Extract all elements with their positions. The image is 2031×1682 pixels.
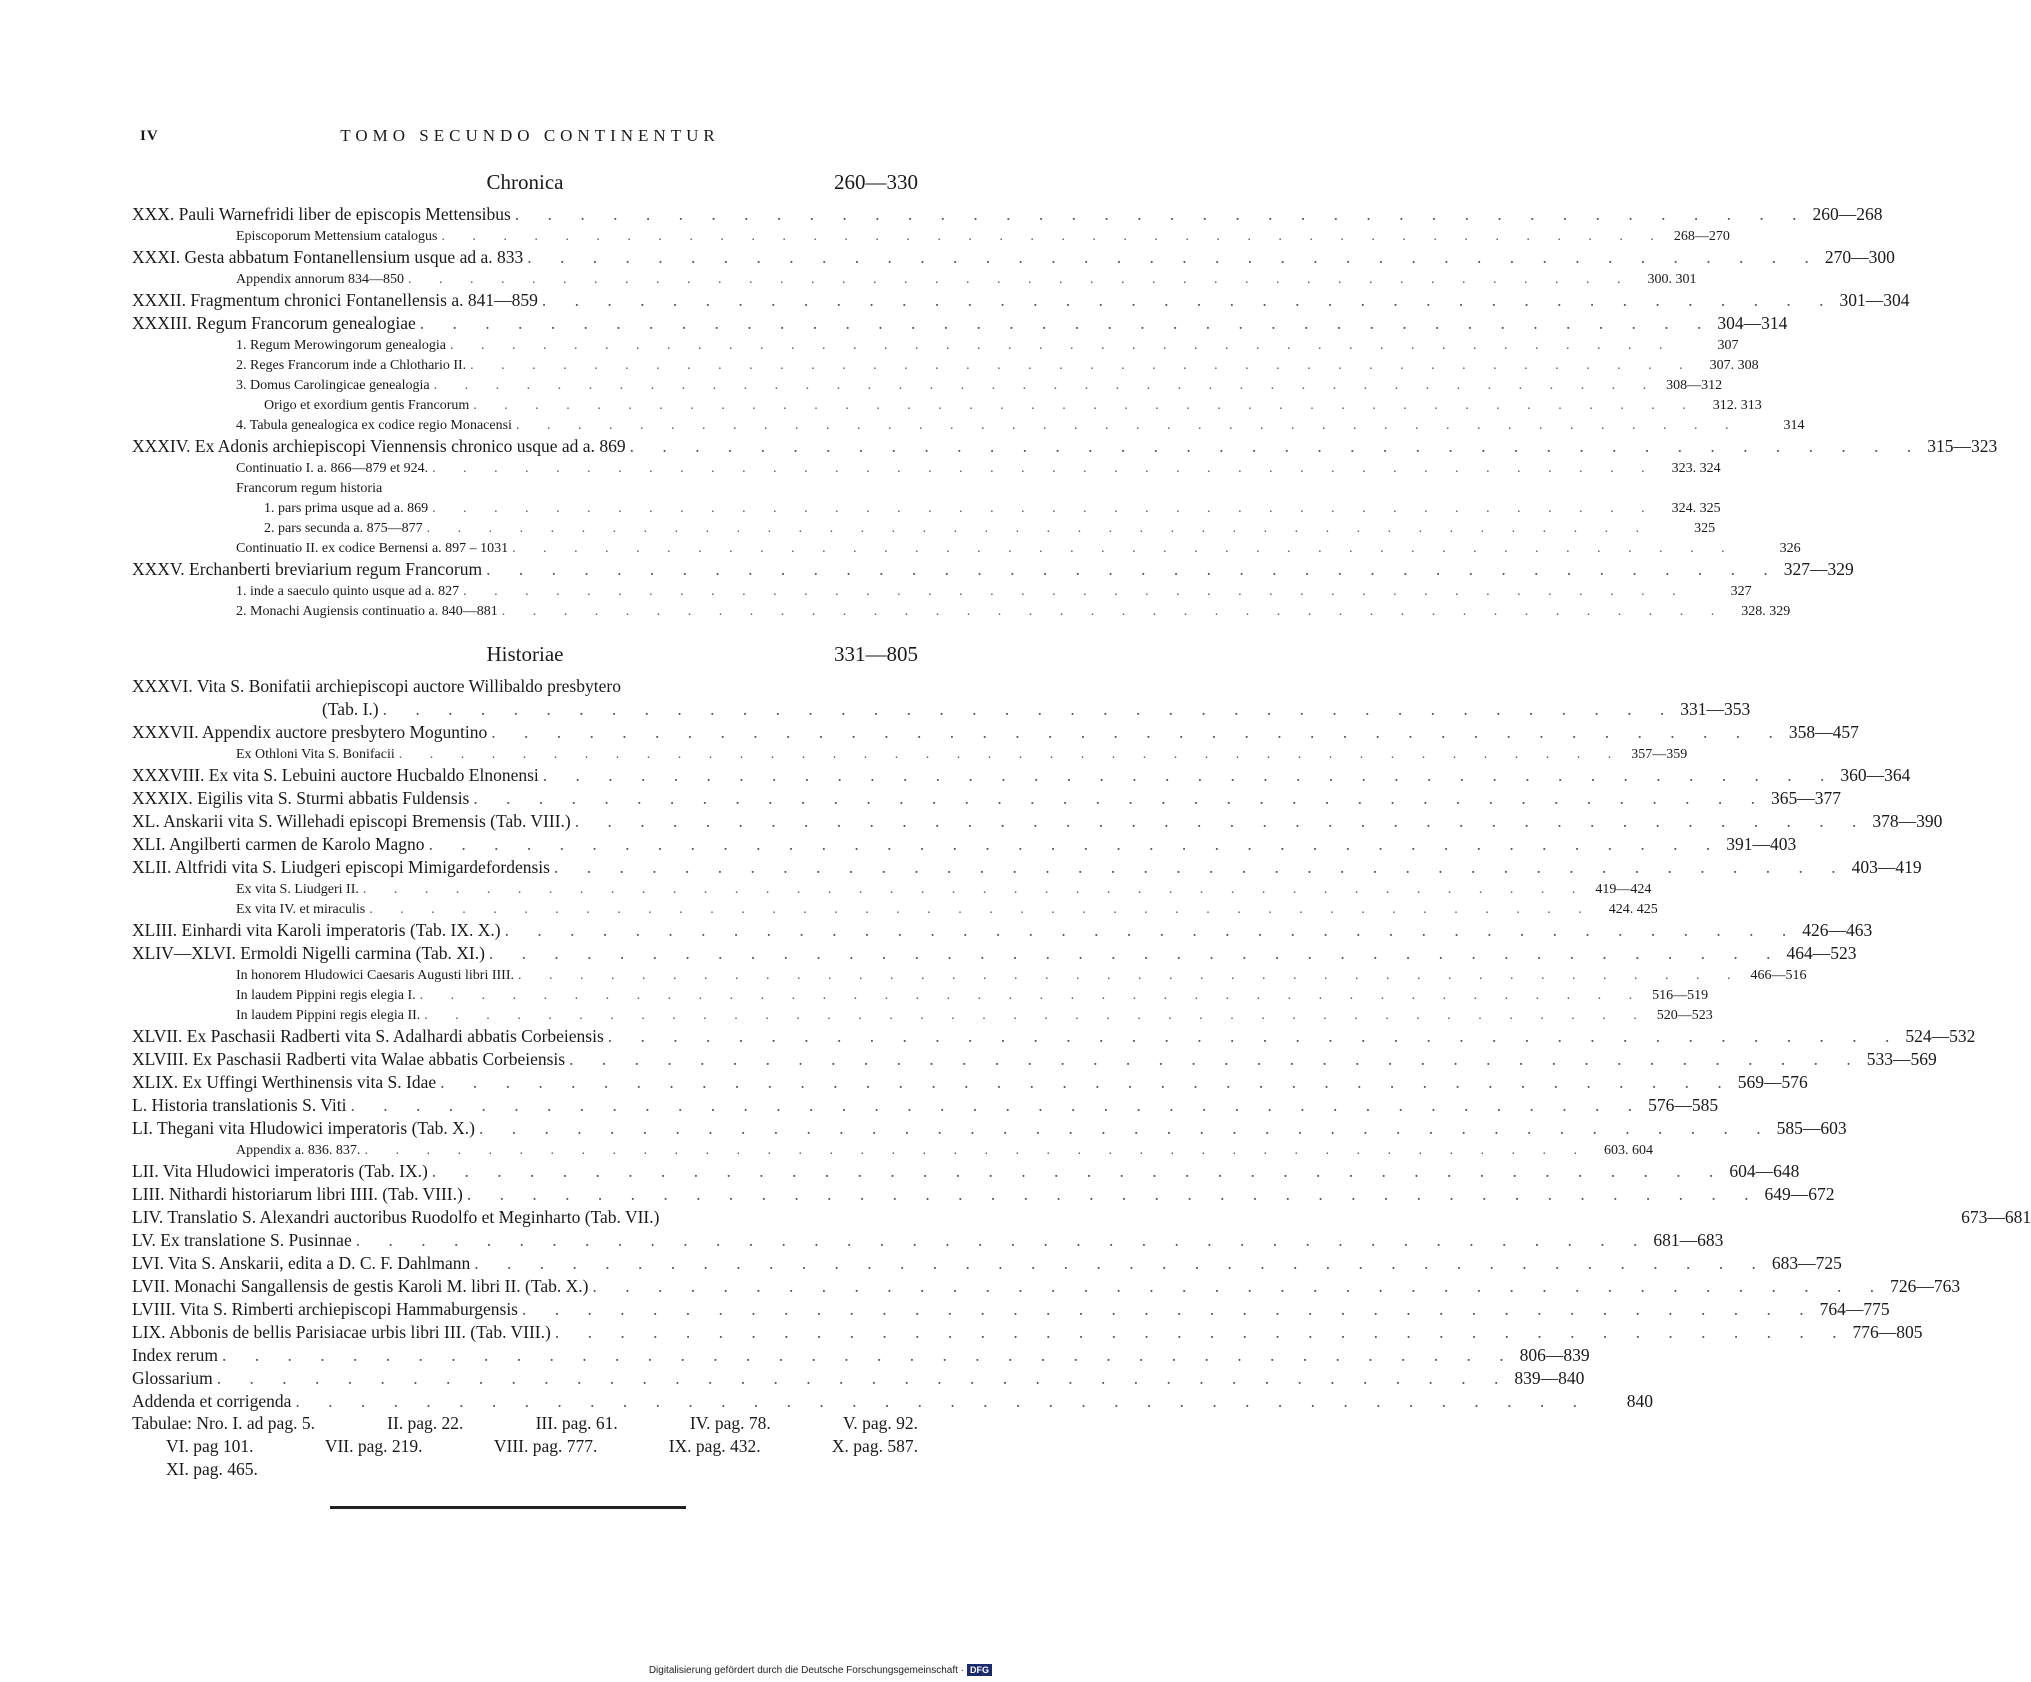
dot-leader <box>356 1230 1650 1251</box>
tabulae-line <box>132 1435 918 1458</box>
toc-entry <box>132 517 1716 537</box>
dot-leader <box>450 338 1675 354</box>
entry-pages: 312. 313 <box>1712 398 1762 413</box>
dfg-logo: DFG <box>967 1664 992 1676</box>
toc-entry <box>132 898 1658 918</box>
dot-leader <box>420 988 1645 1004</box>
toc-entry <box>132 537 1801 557</box>
toc-entry <box>132 1070 1808 1093</box>
toc-entry <box>132 984 1709 1004</box>
entry-title: XLVII. Ex Paschasii Radberti vita S. Adalhardi abbatis Corbeiensis <box>132 1026 604 1046</box>
dot-leader <box>473 398 1698 414</box>
entry-title: Francorum regum historia <box>236 481 383 496</box>
entry-title: XXX. Pauli Warnefridi liber de episcopis Mettensibus <box>132 204 511 224</box>
dot-leader <box>522 1299 1816 1320</box>
page-header <box>140 126 920 150</box>
dot-leader <box>479 1118 1773 1139</box>
entry-pages: 604—648 <box>1729 1161 1800 1181</box>
toc-entry <box>132 743 1688 763</box>
entry-pages: 683—725 <box>1771 1253 1842 1273</box>
entry-title: Appendix annorum 834—850 <box>236 272 404 287</box>
entry-pages: 764—775 <box>1819 1299 1890 1319</box>
toc-entry <box>132 786 1841 809</box>
toc-entry <box>132 918 1873 941</box>
dot-leader <box>575 811 1869 832</box>
tabulae-line <box>132 1412 918 1435</box>
toc-entry <box>132 878 1652 898</box>
dot-leader <box>295 1391 1589 1412</box>
dot-leader <box>432 461 1657 477</box>
entry-pages: 403—419 <box>1851 857 1922 877</box>
page-title: TOMO SECUNDO CONTINENTUR <box>340 126 720 145</box>
dot-leader <box>441 229 1666 245</box>
entry-title: Continuatio II. ex codice Bernensi a. 897 – 1031 <box>236 541 509 556</box>
dot-leader <box>543 765 1837 786</box>
toc-entry <box>132 268 1697 288</box>
entry-pages: 673—681 <box>1961 1207 2031 1227</box>
toc-entry <box>132 832 1797 855</box>
dot-leader <box>399 747 1624 763</box>
entry-pages: 424. 425 <box>1608 902 1658 917</box>
entry-pages: 726—763 <box>1890 1276 1961 1296</box>
chronica-entries <box>132 202 1998 620</box>
entry-title: L. Historia translationis S. Viti <box>132 1095 347 1115</box>
entry-title: In laudem Pippini regis elegia I. <box>236 988 416 1003</box>
toc-entry <box>132 855 1922 878</box>
entry-title: XXXIX. Eigilis vita S. Sturmi abbatis Fuldensis <box>132 788 470 808</box>
tabula-ref: II. pag. 22. <box>387 1413 464 1433</box>
entry-pages: 308—312 <box>1666 378 1723 393</box>
toc-entry <box>132 1047 1937 1070</box>
toc-entry <box>132 809 1943 832</box>
dot-leader <box>630 436 1924 457</box>
entry-pages: 268—270 <box>1673 229 1730 244</box>
tabula-ref: IV. pag. 78. <box>689 1413 771 1433</box>
entry-title: XLIII. Einhardi vita Karoli imperatoris (Tab. IX. X.) <box>132 920 501 940</box>
dot-leader <box>217 1368 1511 1389</box>
toc-entry <box>132 1159 1800 1182</box>
toc-entry <box>132 202 1883 225</box>
toc-entry <box>132 1389 1653 1412</box>
toc-entry <box>132 1182 1835 1205</box>
dot-leader <box>424 1008 1649 1024</box>
entry-title: XXXIII. Regum Francorum genealogiae <box>132 313 416 333</box>
entry-title: 1. inde a saeculo quinto usque ad a. 827 <box>236 584 460 599</box>
toc-entry <box>132 374 1723 394</box>
page-number: IV <box>140 128 159 144</box>
tabula-ref: VII. pag. 219. <box>324 1436 423 1456</box>
entry-title: XXXIV. Ex Adonis archiepiscopi Viennensis chronico usque ad a. 869 <box>132 436 626 456</box>
dot-leader <box>364 1143 1589 1159</box>
dot-leader <box>516 418 1741 434</box>
entry-title: Appendix a. 836. 837. <box>236 1143 361 1158</box>
dot-leader <box>463 584 1688 600</box>
dot-leader <box>592 1276 1886 1297</box>
entry-title: XLI. Angilberti carmen de Karolo Magno <box>132 834 425 854</box>
entry-pages: 323. 324 <box>1671 461 1721 476</box>
entry-title: 3. Domus Carolingicae genealogia <box>236 378 430 393</box>
entry-title: 1. pars prima usque ad a. 869 <box>264 501 429 516</box>
dot-leader <box>555 1322 1849 1343</box>
entry-pages: 331—353 <box>1680 699 1751 719</box>
dot-leader <box>505 920 1799 941</box>
entry-title: XXXVIII. Ex vita S. Lebuini auctore Hucbaldo Elnonensi <box>132 765 539 785</box>
entry-pages: 300. 301 <box>1647 272 1697 287</box>
entry-pages: 533—569 <box>1866 1049 1937 1069</box>
entry-pages: 516—519 <box>1652 988 1709 1003</box>
tabula-ref: Tabulae: Nro. I. ad pag. 5. <box>132 1413 315 1433</box>
entry-title: Ex Othloni Vita S. Bonifacii <box>236 747 395 762</box>
entry-title: XLII. Altfridi vita S. Liudgeri episcopi Mimigardefordensis <box>132 857 550 877</box>
entry-title: LI. Thegani vita Hludowici imperatoris (Tab. X.) <box>132 1118 476 1138</box>
dot-leader <box>527 247 1821 268</box>
toc-entry <box>132 674 918 697</box>
entry-title: (Tab. I.) <box>322 699 379 719</box>
dot-leader <box>429 834 1723 855</box>
entry-pages: 839—840 <box>1514 1368 1585 1388</box>
entry-title: LV. Ex translatione S. Pusinnae <box>132 1230 352 1250</box>
entry-title: Origo et exordium gentis Francorum <box>264 398 470 413</box>
entry-pages: 315—323 <box>1927 436 1998 456</box>
historiae-entries <box>132 674 2031 1412</box>
entry-pages: 260—268 <box>1812 204 1883 224</box>
entry-title: 2. Reges Francorum inde a Chlothario II. <box>236 358 467 373</box>
entry-pages: 357—359 <box>1631 747 1688 762</box>
section-heading-historiae <box>132 640 918 674</box>
toc-entry <box>132 394 1762 414</box>
tabula-ref: X. pag. 587. <box>831 1436 918 1456</box>
toc-entry <box>132 334 1739 354</box>
toc-entry <box>132 1228 1724 1251</box>
entry-pages: 840 <box>1626 1391 1653 1411</box>
dot-leader <box>470 358 1695 374</box>
entry-pages: 524—532 <box>1905 1026 1976 1046</box>
dot-leader <box>383 699 1677 720</box>
tabula-ref: VI. pag 101. <box>166 1436 254 1456</box>
entry-pages: 358—457 <box>1788 722 1859 742</box>
entry-title: Ex vita S. Liudgeri II. <box>236 882 359 897</box>
entry-title: XXXVII. Appendix auctore presbytero Moguntino <box>132 722 488 742</box>
entry-title: LIII. Nithardi historiarum libri IIII. (Tab. VIII.) <box>132 1184 463 1204</box>
dot-leader <box>512 541 1737 557</box>
toc-entry <box>132 434 1998 457</box>
closing-rule <box>330 1506 686 1509</box>
entry-title: XLIV—XLVI. Ermoldi Nigelli carmina (Tab. XI.) <box>132 943 485 963</box>
dot-leader <box>542 290 1836 311</box>
entry-pages: 378—390 <box>1872 811 1943 831</box>
toc-entry <box>132 1366 1585 1389</box>
toc-entry <box>132 225 1730 245</box>
dot-leader <box>554 857 1848 878</box>
entry-title: Ex vita IV. et miraculis <box>236 902 366 917</box>
entry-pages: 576—585 <box>1648 1095 1719 1115</box>
dot-leader <box>432 1161 1726 1182</box>
entry-pages: 304—314 <box>1717 313 1788 333</box>
toc-entry <box>132 477 918 497</box>
entry-title: 1. Regum Merowingorum genealogia <box>236 338 446 353</box>
tabula-ref: IX. pag. 432. <box>668 1436 761 1456</box>
entry-pages: 365—377 <box>1771 788 1841 808</box>
toc-entry <box>132 600 1791 620</box>
entry-pages: 649—672 <box>1764 1184 1835 1204</box>
tabulae-list <box>132 1412 918 1481</box>
dot-leader <box>473 788 1767 809</box>
dot-leader <box>486 559 1780 580</box>
toc-entry <box>132 1139 1653 1159</box>
toc-entry <box>132 288 1910 311</box>
toc-entry <box>132 763 1911 786</box>
entry-pages: 307 <box>1717 338 1739 353</box>
toc-entry <box>132 1004 1713 1024</box>
dot-leader <box>608 1026 1902 1047</box>
toc-entry <box>132 720 1859 743</box>
entry-title: In honorem Hludowici Caesaris Augusti libri IIII. <box>236 968 515 983</box>
dot-leader <box>363 882 1588 898</box>
toc-entry <box>132 354 1759 374</box>
toc-entry <box>132 1274 1961 1297</box>
entry-title: Addenda et corrigenda <box>132 1391 292 1411</box>
entry-title: XL. Anskarii vita S. Willehadi episcopi Bremensis (Tab. VIII.) <box>132 811 571 831</box>
entry-title: Index rerum <box>132 1345 219 1365</box>
toc-entry <box>132 1343 1590 1366</box>
entry-title: Episcoporum Mettensium catalogus <box>236 229 438 244</box>
entry-title: In laudem Pippini regis elegia II. <box>236 1008 421 1023</box>
entry-title: XXXI. Gesta abbatum Fontanellensium usque ad a. 833 <box>132 247 524 267</box>
entry-title: XXXVI. Vita S. Bonifatii archiepiscopi auctore Willibaldo presbytero <box>132 676 621 696</box>
entry-title: XXXV. Erchanberti breviarium regum Francorum <box>132 559 483 579</box>
entry-pages: 419—424 <box>1595 882 1652 897</box>
tabula-ref: VIII. pag. 777. <box>493 1436 598 1456</box>
toc-entry <box>132 1116 1847 1139</box>
entry-pages: 569—576 <box>1737 1072 1808 1092</box>
section-title: Historiae <box>486 642 564 666</box>
entry-pages: 426—463 <box>1802 920 1873 940</box>
toc-entry <box>132 964 1807 984</box>
entry-title: LVII. Monachi Sangallensis de gestis Karoli M. libri II. (Tab. X.) <box>132 1276 589 1296</box>
toc-entry <box>132 1093 1719 1116</box>
entry-pages: 326 <box>1779 541 1801 556</box>
dot-leader <box>440 1072 1734 1093</box>
toc-entry <box>132 497 1721 517</box>
section-pages: 260—330 <box>834 170 918 194</box>
entry-title: LVIII. Vita S. Rimberti archiepiscopi Hammaburgensis <box>132 1299 518 1319</box>
toc-entry <box>132 1320 1923 1343</box>
section-heading-chronica <box>132 168 918 202</box>
toc-entry <box>132 414 1805 434</box>
entry-title: XLIX. Ex Uffingi Werthinensis vita S. Idae <box>132 1072 437 1092</box>
toc-entry <box>132 1251 1842 1274</box>
entry-title: Glossarium <box>132 1368 213 1388</box>
dot-leader <box>489 943 1783 964</box>
dot-leader <box>427 521 1652 537</box>
dot-leader <box>222 1345 1516 1366</box>
entry-pages: 603. 604 <box>1603 1143 1653 1158</box>
toc-entry <box>132 457 1721 477</box>
tabula-ref: III. pag. 61. <box>535 1413 618 1433</box>
dot-leader <box>350 1095 1644 1116</box>
toc-entry <box>132 1205 2031 1228</box>
tabulae-line: XI. pag. 465. <box>166 1459 258 1479</box>
dot-leader <box>569 1049 1863 1070</box>
entry-pages: 391—403 <box>1726 834 1797 854</box>
section-title: Chronica <box>486 170 564 194</box>
dot-leader <box>491 722 1785 743</box>
toc-entry <box>132 1024 1976 1047</box>
dot-leader <box>467 1184 1761 1205</box>
digitization-footer <box>649 1664 992 1676</box>
section-pages: 331—805 <box>834 642 918 666</box>
entry-title: LVI. Vita S. Anskarii, edita a D. C. F. Dahlmann <box>132 1253 471 1273</box>
entry-pages: 520—523 <box>1656 1008 1713 1023</box>
toc-entry <box>132 580 1752 600</box>
entry-pages: 328. 329 <box>1741 604 1791 619</box>
dot-leader <box>408 272 1633 288</box>
entry-pages: 324. 325 <box>1671 501 1721 516</box>
tabula-ref: V. pag. 92. <box>842 1413 918 1433</box>
toc-entry <box>132 941 1857 964</box>
entry-title: LIV. Translatio S. Alexandri auctoribus Ruodolfo et Meginharto (Tab. VII.) <box>132 1207 660 1227</box>
entry-pages: 301—304 <box>1839 290 1910 310</box>
entry-title: Continuatio I. a. 866—879 et 924. <box>236 461 429 476</box>
toc-entry <box>132 557 1854 580</box>
entry-pages: 806—839 <box>1519 1345 1590 1365</box>
entry-pages: 325 <box>1694 521 1716 536</box>
entry-pages: 776—805 <box>1852 1322 1923 1342</box>
entry-title: 4. Tabula genealogica ex codice regio Monacensi <box>236 418 512 433</box>
dot-leader <box>474 1253 1768 1274</box>
entry-pages: 466—516 <box>1750 968 1807 983</box>
toc-entry <box>132 697 1751 720</box>
dot-leader <box>420 313 1714 334</box>
entry-title: 2. Monachi Augiensis continuatio a. 840—881 <box>236 604 498 619</box>
dot-leader <box>369 902 1594 918</box>
dot-leader <box>502 604 1727 620</box>
dot-leader <box>515 204 1809 225</box>
entry-pages: 360—364 <box>1840 765 1911 785</box>
table-of-contents <box>132 168 2031 1481</box>
entry-pages: 585—603 <box>1776 1118 1847 1138</box>
dot-leader <box>518 968 1743 984</box>
entry-title: XLVIII. Ex Paschasii Radberti vita Walae abbatis Corbeiensis <box>132 1049 566 1069</box>
dot-leader <box>432 501 1657 517</box>
entry-pages: 307. 308 <box>1709 358 1759 373</box>
toc-entry <box>132 311 1788 334</box>
toc-entry <box>132 245 1895 268</box>
entry-pages: 270—300 <box>1824 247 1895 267</box>
entry-pages: 464—523 <box>1786 943 1857 963</box>
entry-pages: 327—329 <box>1783 559 1854 579</box>
entry-title: LIX. Abbonis de bellis Parisiacae urbis libri III. (Tab. VIII.) <box>132 1322 551 1342</box>
footer-text: Digitalisierung gefördert durch die Deutsche Forschungsgemeinschaft · <box>648 1664 964 1676</box>
dot-leader <box>434 378 1659 394</box>
entry-pages: 681—683 <box>1653 1230 1724 1250</box>
entry-pages: 314 <box>1783 418 1805 433</box>
toc-entry <box>132 1297 1890 1320</box>
entry-pages: 327 <box>1730 584 1752 599</box>
entry-title: LII. Vita Hludowici imperatoris (Tab. IX.) <box>132 1161 428 1181</box>
entry-title: XXXII. Fragmentum chronici Fontanellensis a. 841—859 <box>132 290 538 310</box>
entry-title: 2. pars secunda a. 875—877 <box>264 521 423 536</box>
